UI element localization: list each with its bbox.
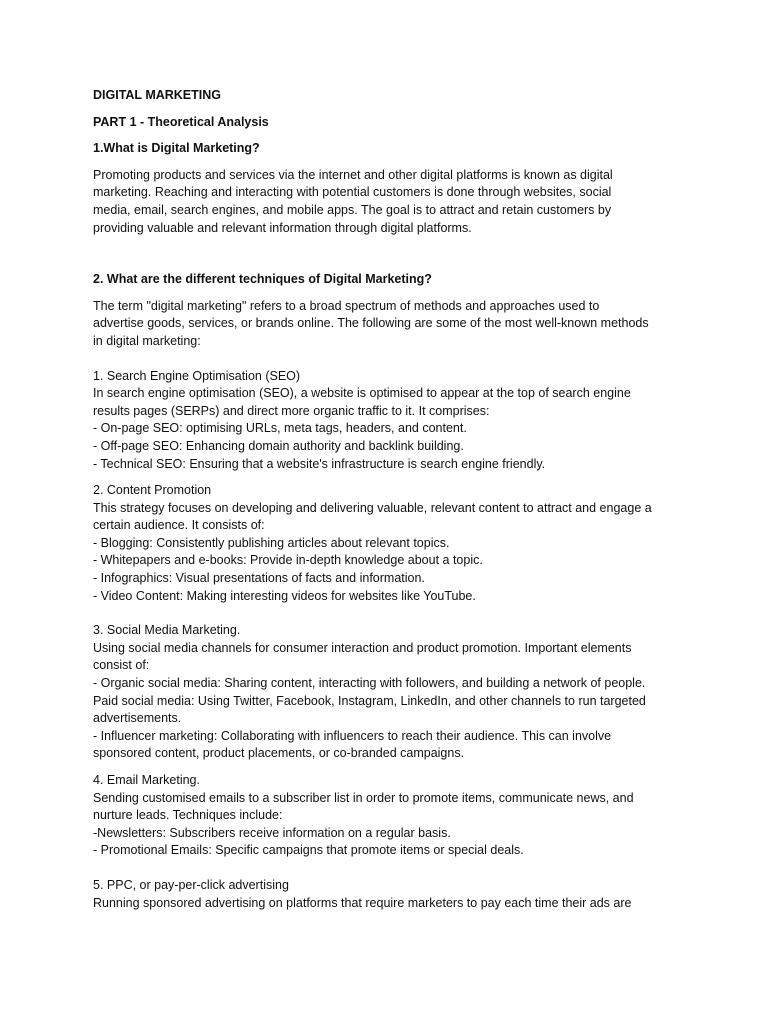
section-title: 4. Email Marketing. bbox=[93, 773, 200, 787]
paragraph-line: Using social media channels for consumer interaction and product promotion. Important elements bbox=[93, 640, 632, 655]
list-item: sponsored content, product placements, or co-branded campaigns. bbox=[93, 746, 465, 761]
section-email-marketing bbox=[93, 772, 683, 860]
list-item: - Blogging: Consistently publishing articles about relevant topics. bbox=[93, 535, 450, 550]
list-item: Paid social media: Using Twitter, Facebook, Instagram, LinkedIn, and other channels to run targeted bbox=[93, 693, 646, 708]
section-ppc bbox=[93, 877, 683, 912]
list-item: - Infographics: Visual presentations of facts and information. bbox=[93, 571, 425, 586]
question-2-intro bbox=[93, 298, 683, 351]
paragraph-line: results pages (SERPs) and direct more organic traffic to it. It comprises: bbox=[93, 403, 490, 418]
section-social-media bbox=[93, 622, 683, 763]
document-page bbox=[93, 87, 683, 912]
list-item: - Influencer marketing: Collaborating with influencers to reach their audience. This can involve bbox=[93, 728, 612, 743]
section-title: 5. PPC, or pay-per-click advertising bbox=[93, 877, 289, 892]
part-heading: PART 1 - Theoretical Analysis bbox=[93, 114, 269, 129]
paragraph-line: marketing. Reaching and interacting with potential customers is done through websites, social bbox=[93, 185, 612, 200]
list-item: - Whitepapers and e-books: Provide in-depth knowledge about a topic. bbox=[93, 553, 483, 568]
paragraph-line: providing valuable and relevant information through digital platforms. bbox=[93, 220, 472, 235]
list-item: - On-page SEO: optimising URLs, meta tags, headers, and content. bbox=[93, 421, 467, 436]
section-title: 1. Search Engine Optimisation (SEO) bbox=[93, 368, 301, 383]
section-title: 2. Content Promotion bbox=[93, 483, 212, 498]
section-content-promotion bbox=[93, 482, 683, 605]
list-item: -Newsletters: Subscribers receive information on a regular basis. bbox=[93, 825, 451, 840]
section-title: 3. Social Media Marketing. bbox=[93, 623, 241, 638]
question-2-heading: 2. What are the different techniques of Digital Marketing? bbox=[93, 272, 432, 287]
paragraph-line: Running sponsored advertising on platforms that require marketers to pay each time their ads are bbox=[93, 895, 632, 910]
paragraph-line: nurture leads. Techniques include: bbox=[93, 808, 283, 823]
paragraph-line: Promoting products and services via the internet and other digital platforms is known as digital bbox=[93, 167, 613, 182]
list-item: - Promotional Emails: Specific campaigns that promote items or special deals. bbox=[93, 843, 524, 858]
list-item: - Video Content: Making interesting videos for websites like YouTube. bbox=[93, 588, 476, 603]
section-seo bbox=[93, 368, 683, 474]
list-item: advertisements. bbox=[93, 711, 182, 726]
paragraph-line: consist of: bbox=[93, 658, 150, 673]
list-item: - Organic social media: Sharing content, interacting with followers, and building a network of people. bbox=[93, 676, 646, 691]
question-1-paragraph bbox=[93, 167, 683, 237]
paragraph-line: in digital marketing: bbox=[93, 333, 201, 348]
list-item: - Technical SEO: Ensuring that a website's infrastructure is search engine friendly. bbox=[93, 456, 546, 471]
paragraph-line: In search engine optimisation (SEO), a website is optimised to appear at the top of search engine bbox=[93, 386, 631, 401]
question-1-heading: 1.What is Digital Marketing? bbox=[93, 141, 260, 156]
list-item: - Off-page SEO: Enhancing domain authority and backlink building. bbox=[93, 438, 464, 453]
paragraph-line: The term "digital marketing" refers to a broad spectrum of methods and approaches used to bbox=[93, 298, 600, 313]
paragraph-line: advertise goods, services, or brands online. The following are some of the most well-known methods bbox=[93, 316, 649, 331]
document-title: DIGITAL MARKETING bbox=[93, 88, 222, 102]
paragraph-line: Sending customised emails to a subscriber list in order to promote items, communicate news, and bbox=[93, 790, 634, 805]
paragraph-line: This strategy focuses on developing and delivering valuable, relevant content to attract and engage a bbox=[93, 500, 652, 515]
paragraph-line: certain audience. It consists of: bbox=[93, 518, 265, 533]
paragraph-line: media, email, search engines, and mobile apps. The goal is to attract and retain customers by bbox=[93, 202, 612, 217]
